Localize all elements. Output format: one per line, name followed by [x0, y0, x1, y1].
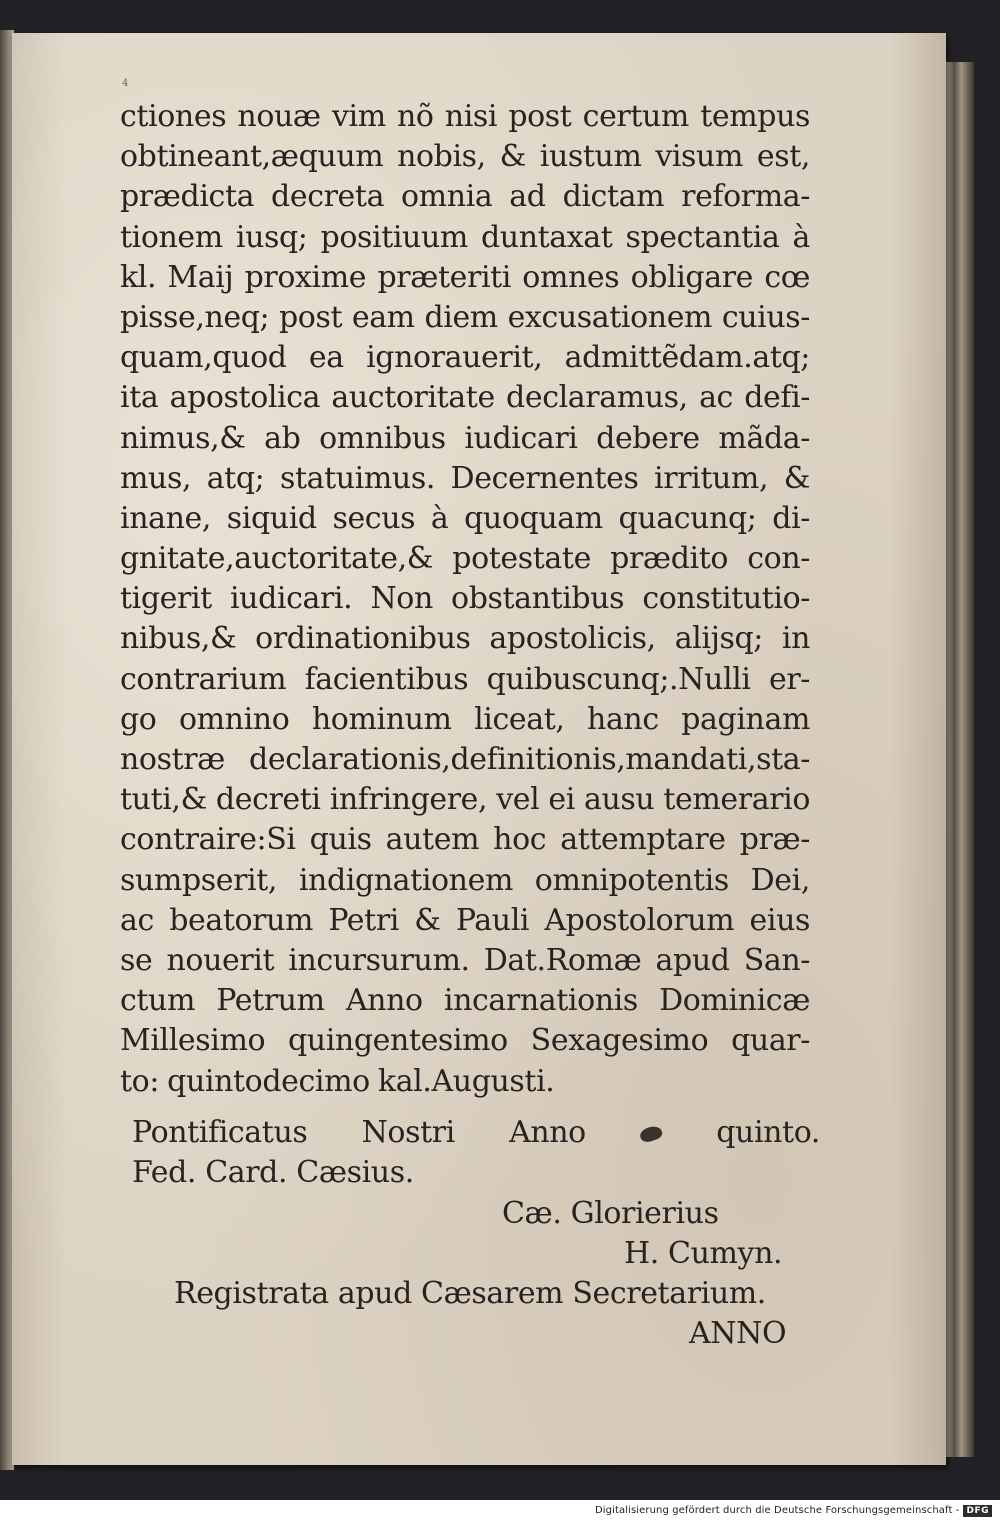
- page-mark: 4: [122, 78, 129, 89]
- nostri-word: Nostri: [361, 1115, 455, 1150]
- text-line: tionem iusq; positiuum duntaxat spectantia à: [120, 219, 810, 255]
- text-line: gnitate,auctoritate,& potestate prædito con-: [120, 541, 810, 577]
- pontificatus-line: [132, 1115, 820, 1150]
- text-line: inane, siquid secus à quoquam quacunq; di-: [120, 500, 810, 536]
- pontificatus-word: Pontificatus: [132, 1115, 308, 1150]
- body-text: [120, 97, 810, 1102]
- anno-word: Anno: [509, 1115, 586, 1150]
- text-line: contraire:Si quis autem hoc attemptare præ-: [120, 822, 810, 858]
- text-line: Millesimo quingentesimo Sexagesimo quar-: [120, 1023, 810, 1059]
- text-line: tuti,& decreti infringere, vel ei ausu temerario: [120, 782, 810, 818]
- cardinal-signature: Fed. Card. Cæsius.: [132, 1155, 414, 1190]
- text-line: nimus,& ab omnibus iudicari debere mãda-: [120, 420, 810, 456]
- text-line: ac beatorum Petri & Pauli Apostolorum eius: [120, 902, 810, 938]
- text-line: quam,quod ea ignorauerit, admittẽdam.atq;: [120, 340, 810, 376]
- text-line: ctum Petrum Anno incarnationis Dominicæ: [120, 983, 810, 1019]
- quinto-word: quinto.: [716, 1115, 820, 1150]
- text-line: contrarium facientibus quibuscunq;.Nulli er-: [120, 661, 810, 697]
- text-line: to: quintodecimo kal.Augusti.: [120, 1063, 555, 1099]
- text-line: nostræ declarationis,definitionis,mandati,sta-: [120, 742, 810, 777]
- text-line: mus, atq; statuimus. Decernentes irritum, &: [120, 460, 810, 496]
- text-line: obtineant,æquum nobis, & iustum visum est,: [120, 139, 810, 175]
- document-page: [12, 33, 946, 1465]
- dfg-logo: DFG: [963, 1505, 992, 1517]
- footer-credit: Digitalisierung gefördert durch die Deutsche Forschungsgemeinschaft -: [594, 1505, 960, 1516]
- fleuron-ornament: [638, 1124, 663, 1145]
- text-line: go omnino hominum liceat, hanc paginam: [120, 701, 810, 737]
- text-line: prædicta decreta omnia ad dictam reforma-: [120, 179, 810, 215]
- cumyn-signature: H. Cumyn.: [624, 1236, 783, 1271]
- text-line: pisse,neq; post eam diem excusationem cuius-: [120, 299, 810, 335]
- registration-note: Registrata apud Cæsarem Secretarium.: [174, 1276, 766, 1311]
- catchword: ANNO: [689, 1316, 787, 1351]
- text-line: se nouerit incursurum. Dat.Romæ apud San-: [120, 942, 810, 978]
- text-line: kl. Maij proxime præteriti omnes obligare cœ: [120, 259, 810, 295]
- text-line: sumpserit, indignationem omnipotentis Dei,: [120, 862, 810, 898]
- text-line: tigerit iudicari. Non obstantibus constitutio-: [120, 581, 810, 617]
- digitization-footer: [0, 1500, 1000, 1521]
- text-line: nibus,& ordinationibus apostolicis, alijsq; in: [120, 621, 810, 657]
- text-line: ctiones nouæ vim nõ nisi post certum tempus: [120, 99, 810, 134]
- glorierius-signature: Cæ. Glorierius: [502, 1196, 719, 1231]
- text-line: ita apostolica auctoritate declaramus, ac defi-: [120, 380, 810, 416]
